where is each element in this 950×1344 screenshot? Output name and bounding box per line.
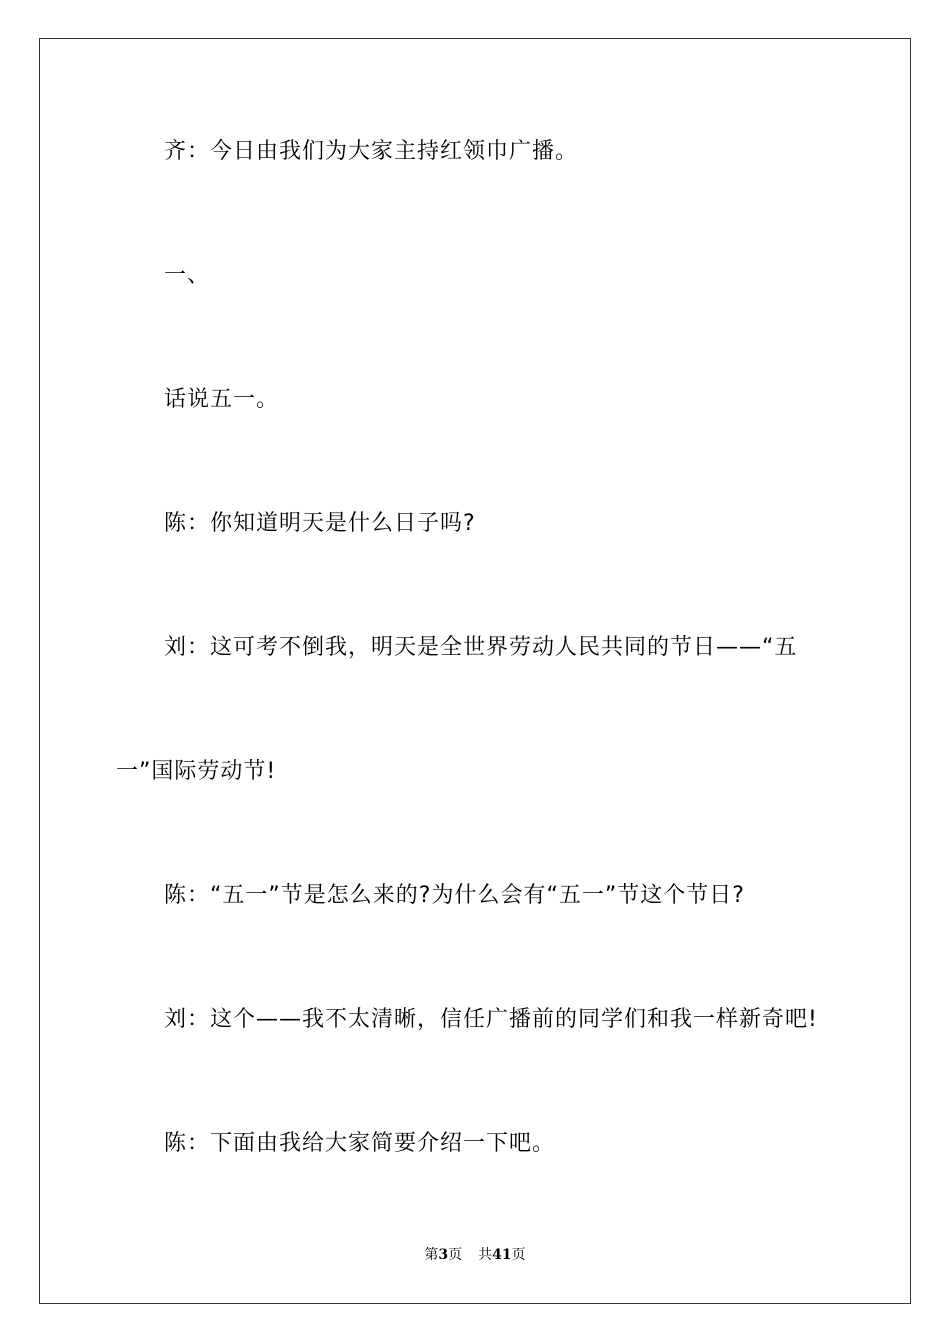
paragraph-line-7: 陈：“五一”节是怎么来的?为什么会有“五一”节这个节日?: [164, 883, 745, 908]
footer-page-prefix: 第: [424, 1247, 439, 1263]
paragraph-line-5: 刘：这可考不倒我，明天是全世界劳动人民共同的节日——“五: [164, 635, 798, 660]
page-border: [39, 38, 911, 1304]
paragraph-line-3: 话说五一。: [164, 387, 280, 412]
paragraph-line-2: 一、: [164, 263, 211, 288]
footer-total-pages: 41: [492, 1247, 512, 1263]
paragraph-line-8: 刘：这个——我不太清晰，信任广播前的同学们和我一样新奇吧!: [164, 1007, 818, 1032]
paragraph-line-1: 齐：今日由我们为大家主持红领巾广播。: [164, 139, 579, 164]
footer-total-suffix: 页: [511, 1247, 526, 1263]
paragraph-line-6: 一”国际劳动节!: [116, 759, 277, 784]
footer-page-suffix: 页: [448, 1247, 463, 1263]
footer-total-prefix: 共: [478, 1247, 493, 1263]
paragraph-line-4: 陈：你知道明天是什么日子吗?: [164, 511, 476, 536]
paragraph-line-9: 陈：下面由我给大家简要介绍一下吧。: [164, 1131, 556, 1156]
footer-page-number: 3: [438, 1247, 449, 1263]
page-footer: [0, 1245, 950, 1265]
